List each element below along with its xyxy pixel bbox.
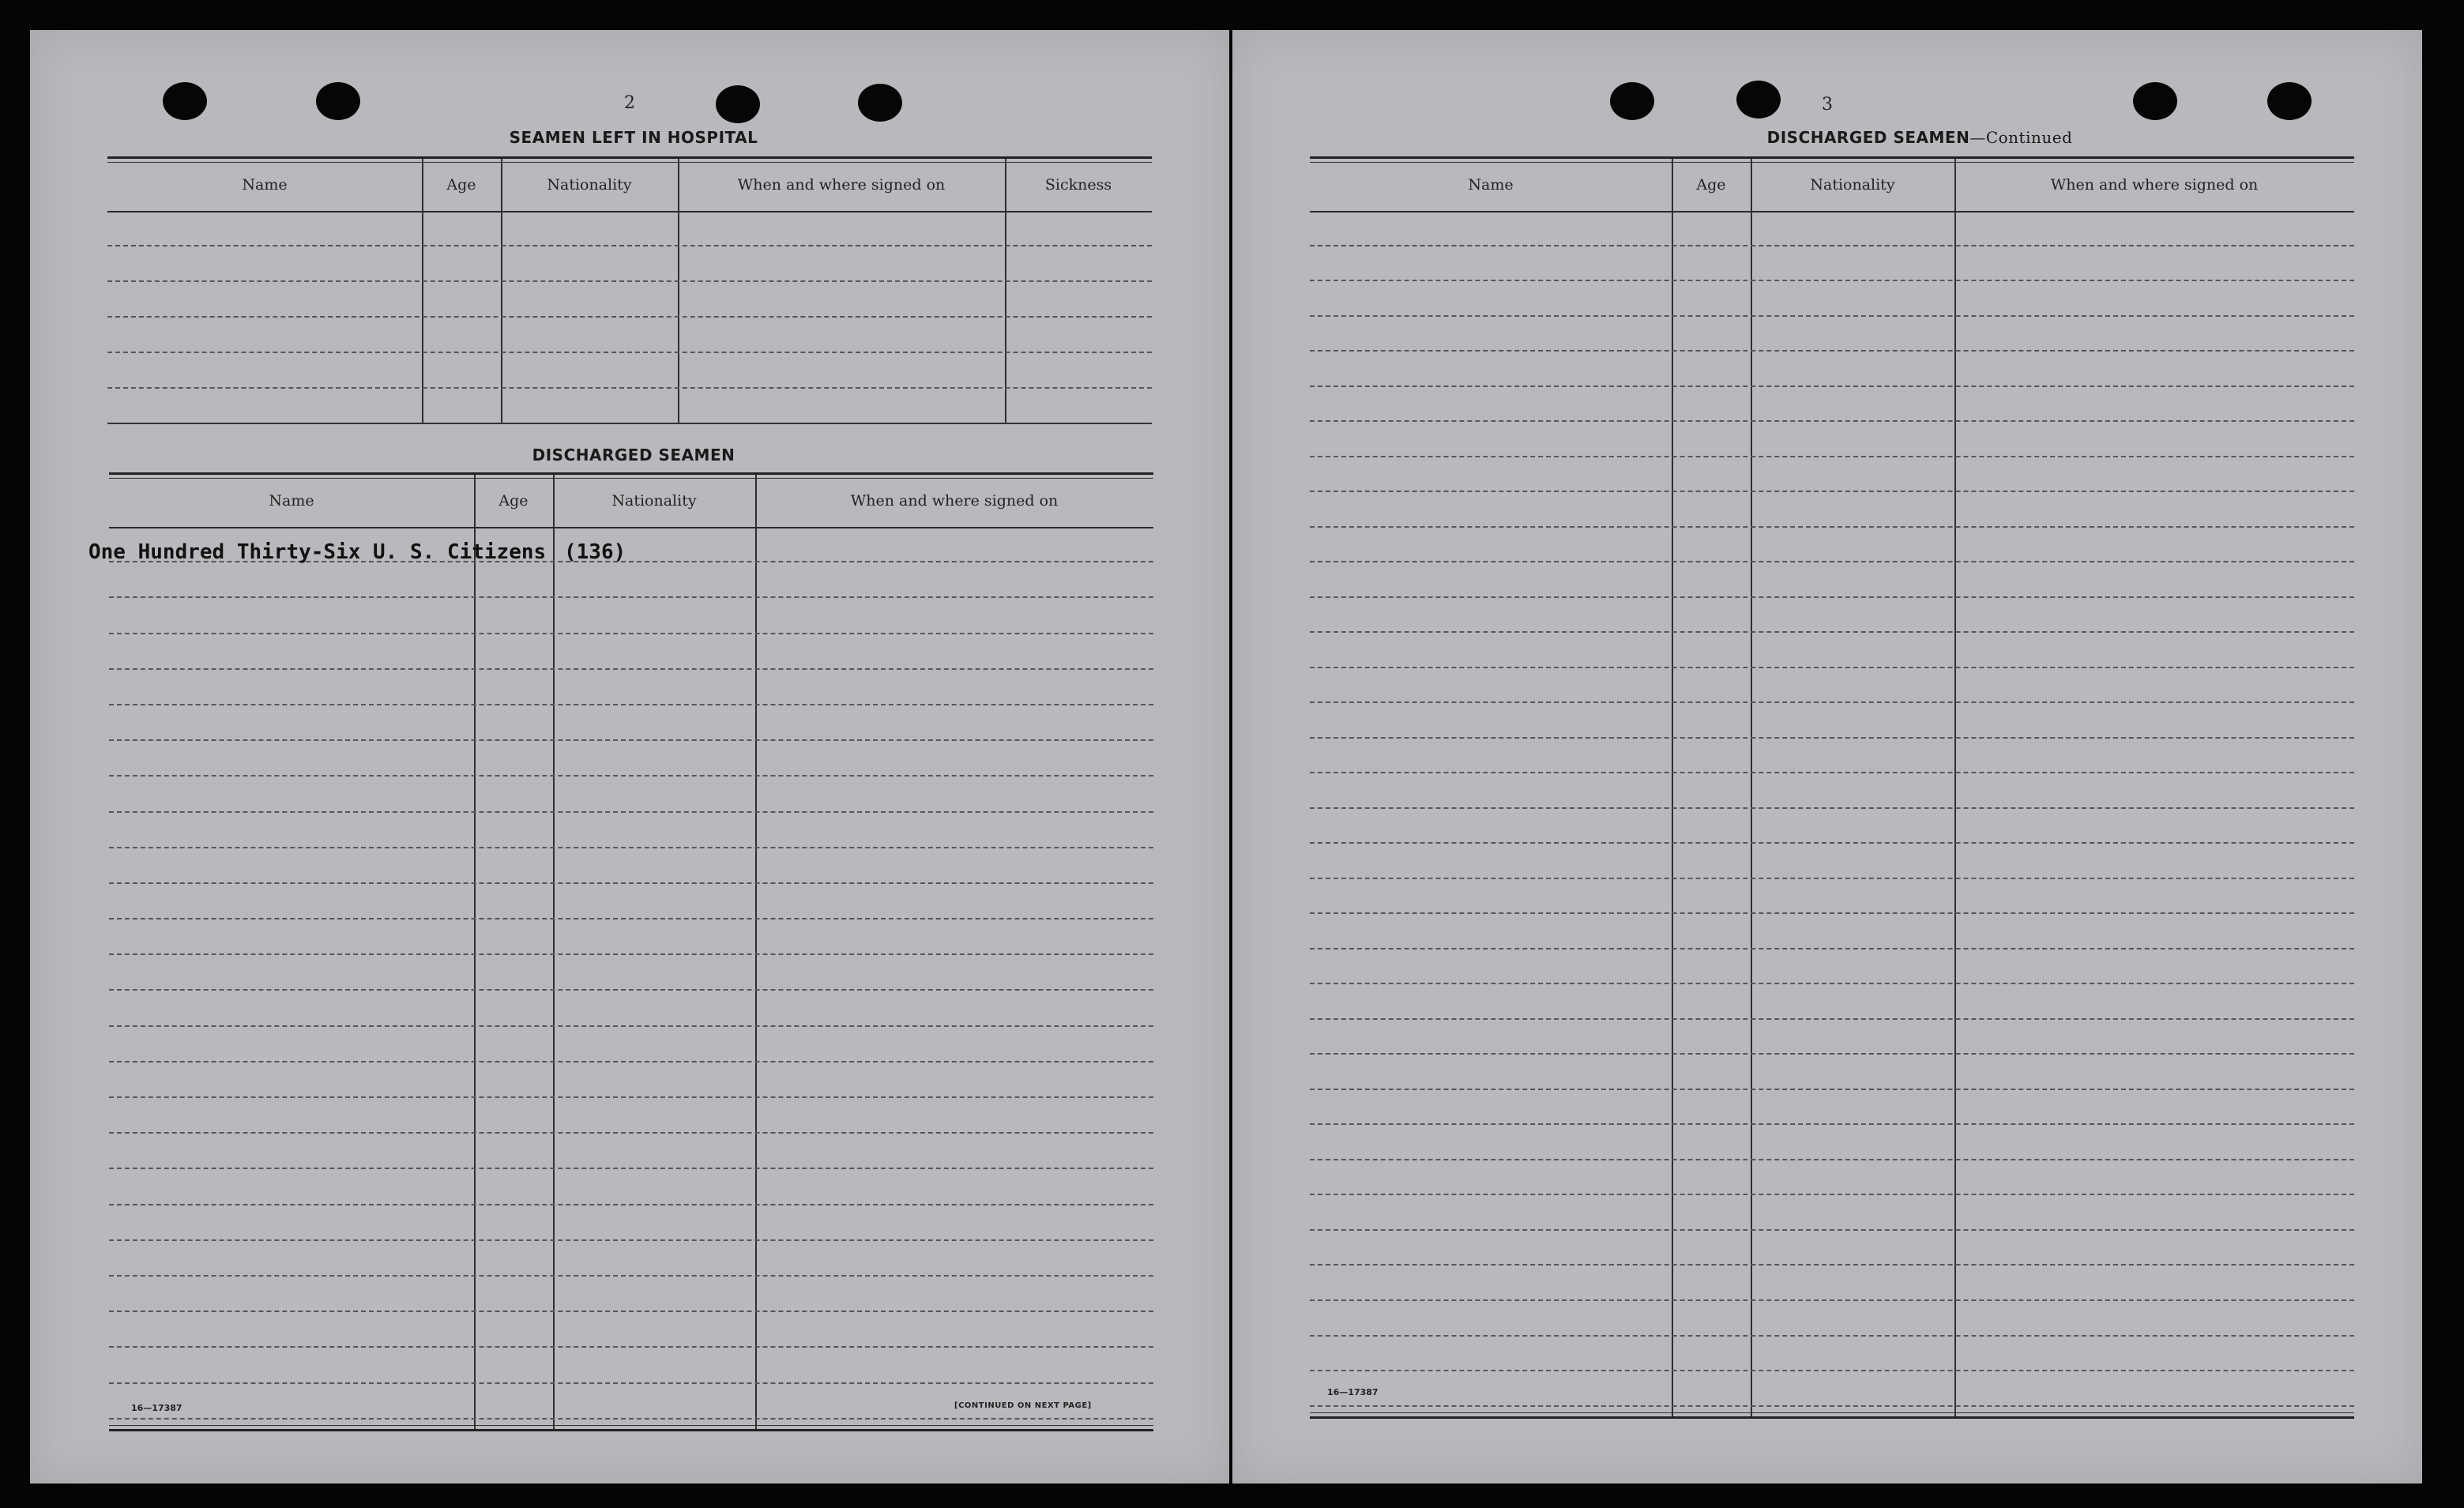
table-row <box>109 813 1153 848</box>
table-row <box>109 991 1153 1026</box>
page-number: 2 <box>624 93 635 113</box>
table-row <box>1310 1160 2354 1196</box>
header-nationality: Nationality <box>547 176 632 194</box>
left-page <box>30 30 1229 1484</box>
discharged-section-title: DISCHARGED SEAMEN <box>532 446 735 464</box>
table-row <box>109 955 1153 991</box>
hospital-table-header <box>107 159 1152 212</box>
table-row <box>109 741 1153 777</box>
punch-hole <box>1736 81 1781 118</box>
discharged-continued-header <box>1310 159 2354 212</box>
table-row <box>109 598 1153 634</box>
table-row <box>109 848 1153 884</box>
discharged-continued-table <box>1310 156 2354 1419</box>
discharged-rows <box>109 527 1153 1420</box>
punch-hole <box>163 82 207 120</box>
table-row <box>109 1027 1153 1062</box>
title-main: DISCHARGED SEAMEN <box>1766 128 1970 147</box>
table-row <box>1310 598 2354 634</box>
table-row <box>1310 387 2354 423</box>
punch-hole <box>2133 82 2177 120</box>
hospital-section-title: SEAMEN LEFT IN HOSPITAL <box>509 128 758 147</box>
hospital-rows <box>107 211 1152 424</box>
table-row <box>1310 739 2354 774</box>
table-row <box>109 1241 1153 1277</box>
header-nationality: Nationality <box>1810 176 1895 194</box>
table-row <box>107 353 1152 389</box>
header-nationality: Nationality <box>611 492 697 510</box>
table-row <box>1310 211 2354 246</box>
table-row <box>1310 703 2354 739</box>
table-row <box>1310 1231 2354 1266</box>
punch-hole <box>716 85 760 123</box>
header-age: Age <box>446 176 476 194</box>
punch-hole <box>858 84 902 122</box>
table-row <box>1310 879 2354 915</box>
table-row <box>1310 422 2354 457</box>
discharged-continued-title <box>1232 128 2464 147</box>
table-row <box>107 389 1152 424</box>
header-age: Age <box>498 492 529 510</box>
table-row <box>107 211 1152 246</box>
header-name: Name <box>242 176 288 194</box>
typed-entry-name: One Hundred Thirty-Six U. S. Citizens <box>88 540 547 564</box>
continued-footnote: [CONTINUED ON NEXT PAGE] <box>954 1401 1092 1410</box>
table-row <box>109 705 1153 741</box>
header-name: Name <box>269 492 314 510</box>
header-signed-on: When and where signed on <box>850 492 1059 510</box>
table-row <box>1310 528 2354 563</box>
header-signed-on: When and where signed on <box>737 176 946 194</box>
table-row <box>1310 1125 2354 1160</box>
table-row <box>109 562 1153 598</box>
table-row <box>109 1062 1153 1098</box>
table-row <box>1310 317 2354 352</box>
table-row <box>109 919 1153 955</box>
table-row <box>1310 984 2354 1020</box>
punch-hole <box>316 82 360 120</box>
table-row <box>1310 1020 2354 1055</box>
table-row <box>1310 1265 2354 1301</box>
punch-hole <box>1610 82 1654 120</box>
table-row <box>1310 633 2354 668</box>
table-row <box>107 318 1152 353</box>
table-row <box>109 884 1153 919</box>
table-row <box>1310 352 2354 387</box>
table-row <box>1310 809 2354 844</box>
table-row <box>1310 246 2354 282</box>
discharged-table-header <box>109 475 1153 528</box>
table-row <box>1310 914 2354 950</box>
discharged-table <box>109 472 1153 1431</box>
table-row <box>1310 1337 2354 1372</box>
typed-entry-count: (136) <box>564 540 626 564</box>
table-row <box>109 1098 1153 1134</box>
header-sickness: Sickness <box>1044 176 1112 194</box>
header-age: Age <box>1696 176 1726 194</box>
table-row <box>109 634 1153 670</box>
table-row <box>1310 1195 2354 1231</box>
table-row <box>107 246 1152 282</box>
table-row <box>1310 668 2354 704</box>
table-row <box>109 1134 1153 1169</box>
table-row <box>1310 1301 2354 1337</box>
table-row <box>109 1277 1153 1312</box>
header-signed-on: When and where signed on <box>2050 176 2259 194</box>
table-row <box>1310 492 2354 528</box>
hospital-table <box>107 156 1152 424</box>
table-row <box>109 1348 1153 1383</box>
page-number: 3 <box>1822 95 1833 115</box>
table-row <box>109 777 1153 812</box>
header-name: Name <box>1468 176 1514 194</box>
form-code: 16—17387 <box>1327 1387 1379 1397</box>
table-row <box>109 670 1153 705</box>
table-row <box>1310 1090 2354 1126</box>
punch-hole <box>2267 82 2312 120</box>
table-row <box>1310 457 2354 493</box>
table-row <box>1310 1055 2354 1090</box>
table-row <box>1310 562 2354 598</box>
title-continued: —Continued <box>1969 128 2073 147</box>
form-code: 16—17387 <box>131 1403 182 1413</box>
table-row <box>109 1169 1153 1205</box>
table-row <box>1310 281 2354 317</box>
table-row <box>109 1205 1153 1241</box>
discharged-continued-rows <box>1310 211 2354 1407</box>
table-row <box>1310 1371 2354 1407</box>
table-row <box>1310 844 2354 879</box>
table-row <box>109 1312 1153 1348</box>
table-row <box>107 282 1152 318</box>
table-row <box>1310 950 2354 985</box>
right-page <box>1232 30 2422 1484</box>
table-row <box>1310 773 2354 809</box>
